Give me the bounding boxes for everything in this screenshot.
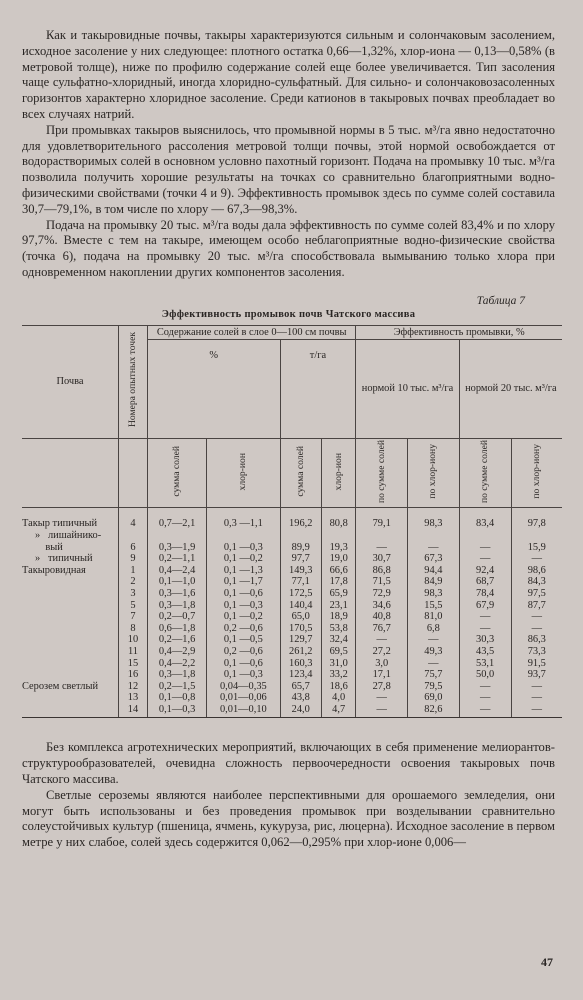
table-cell-n: 6: [119, 542, 148, 554]
header-content-group: Содержание солей в слое 0—100 см почвы: [148, 325, 356, 340]
table-row: [22, 508, 562, 530]
table-cell-e10s: 27,2: [356, 646, 408, 658]
table-row: [22, 611, 562, 623]
table-cell-e10c: 6,8: [408, 623, 460, 635]
table-cell-e10c: 15,5: [408, 600, 460, 612]
table-cell-sp: 0,1—0,8: [148, 692, 207, 704]
table-cell-ct: 53,8: [321, 623, 355, 635]
table-cell-e10s: 30,7: [356, 553, 408, 565]
table-cell-st: 149,3: [280, 565, 321, 577]
table-cell-st: 24,0: [280, 704, 321, 718]
table-cell-soil: [22, 634, 119, 646]
table-cell-e20s: —: [459, 542, 511, 554]
table-cell-soil: [22, 704, 119, 718]
table-cell-ct: 18,6: [321, 681, 355, 693]
table-cell-e10s: —: [356, 542, 408, 554]
table-cell-e20c: 91,5: [511, 658, 562, 670]
table-cell-ct: 31,0: [321, 658, 355, 670]
paragraph-agrotechnical: Без комплекса агротехнических мероприятий, включающих в себя применение мелиорантов-структурообразователей, очевидна сложность первоочередности освоения такыровых почв Чатского массива.: [22, 740, 555, 787]
table-cell-e10c: 94,4: [408, 565, 460, 577]
table-cell-sp: 0,3—1,9: [148, 542, 207, 554]
table-cell-ct: 33,2: [321, 669, 355, 681]
table-cell-soil: [22, 658, 119, 670]
table-cell-e10s: —: [356, 704, 408, 718]
table-cell-e10c: 49,3: [408, 646, 460, 658]
table-cell-e10c: 69,0: [408, 692, 460, 704]
table-cell-st: 97,7: [280, 553, 321, 565]
table-cell-n: 9: [119, 553, 148, 565]
table-row: [22, 681, 562, 693]
table-cell-e10s: 3,0: [356, 658, 408, 670]
table-cell-soil: Такыр типичный: [22, 518, 98, 530]
table-cell-sp: 0,7—2,1: [148, 508, 207, 530]
table-cell-e20c: 97,5: [511, 588, 562, 600]
table-cell-cp: 0,1 —0,6: [207, 658, 280, 670]
table-cell-cp: 0,1 —1,7: [207, 576, 280, 588]
table-row: [22, 576, 562, 588]
table-cell-sp: 0,3—1,8: [148, 600, 207, 612]
table-cell-cp: 0,2 —0,6: [207, 646, 280, 658]
table-cell-e10c: [408, 530, 460, 542]
table-row: [22, 658, 562, 670]
header-norm10-by-sum: по сумме солей: [356, 438, 408, 508]
table-cell-e10c: 98,3: [408, 588, 460, 600]
table-cell-ct: 17,8: [321, 576, 355, 588]
table-cell-n: 1: [119, 565, 148, 577]
table-cell-e10s: —: [356, 634, 408, 646]
table-cell-soil: » типичный: [22, 553, 93, 565]
table-cell-ct: 65,9: [321, 588, 355, 600]
table-row: [22, 530, 562, 542]
table-cell-cp: 0,2 —0,6: [207, 623, 280, 635]
table-cell-st: 170,5: [280, 623, 321, 635]
leaching-efficiency-table: [22, 325, 562, 719]
header-soil: Почва: [22, 325, 119, 438]
table-cell-soil: [22, 669, 119, 681]
table-cell-n: 5: [119, 600, 148, 612]
table-row: [22, 646, 562, 658]
table-cell-soil: [22, 623, 119, 635]
table-cell-e20s: —: [459, 611, 511, 623]
table-cell-ct: 18,9: [321, 611, 355, 623]
header-points: Номера опытных точек: [119, 325, 148, 438]
table-cell-cp: [207, 530, 280, 542]
table-cell-soil: вый: [22, 541, 63, 553]
table-cell-e10s: 72,9: [356, 588, 408, 600]
table-cell-soil: » лишайнико-: [22, 529, 102, 541]
table-cell-sp: 0,6—1,8: [148, 623, 207, 635]
table-cell-soil: Такыровидная: [22, 564, 86, 576]
table-cell-e10s: 40,8: [356, 611, 408, 623]
table-cell-e10s: [356, 530, 408, 542]
table-cell-e20c: —: [511, 704, 562, 718]
table-row: [22, 553, 562, 565]
table-cell-ct: 80,8: [321, 508, 355, 530]
table-cell-st: 160,3: [280, 658, 321, 670]
table-cell-st: [280, 530, 321, 542]
header-tha: т/га: [280, 340, 356, 438]
header-chlor-ion-tha: хлор-ион: [321, 438, 355, 508]
table-cell-sp: 0,3—1,6: [148, 588, 207, 600]
table-cell-e10s: 79,1: [356, 508, 408, 530]
table-cell-e10s: 76,7: [356, 623, 408, 635]
table-cell-ct: 4,7: [321, 704, 355, 718]
table-row: [22, 669, 562, 681]
table-cell-n: 7: [119, 611, 148, 623]
table-cell-sp: 0,1—1,0: [148, 576, 207, 588]
table-cell-sp: 0,2—1,6: [148, 634, 207, 646]
table-cell-e20s: —: [459, 623, 511, 635]
header-norm10: нормой 10 тыс. м³/га: [356, 340, 459, 438]
table-cell-n: 13: [119, 692, 148, 704]
table-row: [22, 634, 562, 646]
table-cell-e20c: 87,7: [511, 600, 562, 612]
table-cell-e10c: —: [408, 542, 460, 554]
header-efficiency-group: Эффективность промывки, %: [356, 325, 562, 340]
table-cell-e20s: 92,4: [459, 565, 511, 577]
table-cell-e20s: [459, 530, 511, 542]
table-cell-e10s: 86,8: [356, 565, 408, 577]
table-cell-e20s: —: [459, 681, 511, 693]
table-cell-e10c: 79,5: [408, 681, 460, 693]
table-cell-ct: 19,3: [321, 542, 355, 554]
table-row: [22, 704, 562, 718]
table-cell-sp: [148, 530, 207, 542]
table-body: [22, 508, 562, 718]
table-cell-n: 16: [119, 669, 148, 681]
table-cell-cp: 0,04—0,35: [207, 681, 280, 693]
table-cell-e10s: —: [356, 692, 408, 704]
table-cell-e20c: —: [511, 623, 562, 635]
table-title: Эффективность промывок почв Чатского массива: [161, 308, 416, 320]
table-cell-cp: 0,1 —1,3: [207, 565, 280, 577]
table-cell-e20c: 97,8: [511, 508, 562, 530]
table-cell-ct: 69,5: [321, 646, 355, 658]
table-cell-n: 2: [119, 576, 148, 588]
table-row: [22, 692, 562, 704]
table-caption: Таблица 7: [476, 294, 525, 307]
table-cell-e20c: 98,6: [511, 565, 562, 577]
table-cell-cp: 0,1 —0,2: [207, 553, 280, 565]
table-cell-sp: 0,4—2,2: [148, 658, 207, 670]
table-cell-e10s: 27,8: [356, 681, 408, 693]
table-cell-soil: [22, 692, 119, 704]
table-cell-st: 89,9: [280, 542, 321, 554]
table-row: [22, 600, 562, 612]
table-cell-e10c: 81,0: [408, 611, 460, 623]
table-cell-ct: 66,6: [321, 565, 355, 577]
table-cell-e10s: 71,5: [356, 576, 408, 588]
table-cell-e20c: 73,3: [511, 646, 562, 658]
table-cell-st: 196,2: [280, 508, 321, 530]
table-row: [22, 623, 562, 635]
table-cell-st: 140,4: [280, 600, 321, 612]
table-cell-e10c: 75,7: [408, 669, 460, 681]
table-cell-sp: 0,2—1,5: [148, 681, 207, 693]
table-cell-sp: 0,2—1,1: [148, 553, 207, 565]
header-sum-salts-tha: сумма солей: [280, 438, 321, 508]
table-cell-cp: 0,01—0,06: [207, 692, 280, 704]
table-cell-n: 15: [119, 658, 148, 670]
table-cell-st: 172,5: [280, 588, 321, 600]
table-cell-n: 8: [119, 623, 148, 635]
table-cell-n: 10: [119, 634, 148, 646]
table-cell-e20c: 93,7: [511, 669, 562, 681]
table-cell-e10s: 17,1: [356, 669, 408, 681]
table-cell-e20c: —: [511, 611, 562, 623]
table-cell-ct: 32,4: [321, 634, 355, 646]
table-cell-st: 261,2: [280, 646, 321, 658]
header-norm20: нормой 20 тыс. м³/га: [459, 340, 562, 438]
table-cell-sp: 0,3—1,8: [148, 669, 207, 681]
table-cell-e20c: 15,9: [511, 542, 562, 554]
table-cell-soil: [22, 588, 119, 600]
header-norm20-by-sum: по сумме солей: [459, 438, 511, 508]
table-cell-n: 4: [119, 508, 148, 530]
table-cell-e20s: 53,1: [459, 658, 511, 670]
header-sum-salts-percent: сумма солей: [148, 438, 207, 508]
paragraph-leaching-norms: При промывках такыров выяснилось, что промывной нормы в 5 тыс. м³/га явно недостаточно для удовлетворительного рассоления метровой толщи почвы, этой нормой освобождается от водорастворимых солей в основном условно пахотный горизонт. Подача на промывку 10 тыс. м³/га позволила получить хорошие результаты на точках со сравнительно благоприятными водно-физическими свойствами (точки 4 и 9). Эффективность промывок здесь по сумме солей составила 30,7—79,1%, в том числе по хлору — 67,3—98,3%.: [22, 122, 555, 216]
table-row: [22, 565, 562, 577]
table-cell-e20c: —: [511, 681, 562, 693]
paragraph-takyr-salinity: Как и такыровидные почвы, такыры характеризуются сильным и солончаковым засолением, исходное засоление у них следующее: плотного остатка 0,66—1,32%, хлор-иона — 0,13—0,58% (в метровой толще), ниже по профилю содержание солей еще более увеличивается. Тип засоления чаще сульфатно-хлоридный, иногда хлоридно-сульфатный. Для сильно- и солончаковозасоленных горизонтов характерно хлоридное засоление. Среди катионов в такыровых почвах преобладает во всех случаях натрий.: [22, 28, 555, 121]
page-number: 47: [541, 955, 553, 969]
table-cell-e20s: 83,4: [459, 508, 511, 530]
table-cell-e20c: 84,3: [511, 576, 562, 588]
table-cell-e10s: 34,6: [356, 600, 408, 612]
table-cell-ct: 19,0: [321, 553, 355, 565]
table-cell-e20s: 68,7: [459, 576, 511, 588]
table-cell-cp: 0,1 —0,2: [207, 611, 280, 623]
table-cell-e10c: —: [408, 658, 460, 670]
table-cell-st: 43,8: [280, 692, 321, 704]
table-cell-soil: [22, 600, 119, 612]
table-cell-st: 65,0: [280, 611, 321, 623]
table-cell-sp: 0,1—0,3: [148, 704, 207, 718]
table-cell-ct: [321, 530, 355, 542]
table-cell-n: 11: [119, 646, 148, 658]
table-cell-e10c: 84,9: [408, 576, 460, 588]
table-cell-soil: [22, 646, 119, 658]
table-cell-e20s: 43,5: [459, 646, 511, 658]
table-cell-e20c: 86,3: [511, 634, 562, 646]
table-cell-e10c: 82,6: [408, 704, 460, 718]
table-row: [22, 588, 562, 600]
table-cell-e20s: 30,3: [459, 634, 511, 646]
table-cell-e10c: —: [408, 634, 460, 646]
table-cell-e20c: —: [511, 692, 562, 704]
table-cell-st: 123,4: [280, 669, 321, 681]
table-cell-e20s: —: [459, 692, 511, 704]
table-cell-e10c: 67,3: [408, 553, 460, 565]
table-cell-soil: [22, 576, 119, 588]
table-cell-soil: [22, 611, 119, 623]
table-cell-ct: 23,1: [321, 600, 355, 612]
table-cell-cp: 0,1 —0,3: [207, 669, 280, 681]
paragraph-leaching-20k: Подача на промывку 20 тыс. м³/га воды дала эффективность по сумме солей 83,4% и по хлору 97,7%. Вместе с тем на такыре, имеющем особо неблагоприятные водно-физические свойства (точка 6), подача на промывку 20 тыс. м³/га способствовала вымыванию только хлора при одновременном накоплении других компонентов засоления.: [22, 217, 555, 279]
header-norm20-by-chlor: по хлор-иону: [511, 438, 562, 508]
table-cell-e20s: 67,9: [459, 600, 511, 612]
table-cell-ct: 4,0: [321, 692, 355, 704]
table-cell-st: 77,1: [280, 576, 321, 588]
table-cell-e20s: —: [459, 704, 511, 718]
paragraph-light-serozem: Светлые сероземы являются наиболее перспективными для орошаемого земледелия, они могут быть использованы и без проведения промывок при возделывании сравнительно солеустойчивых культур (пшеница, ячмень, кукуруза, рис, люцерна). Исходное засоление в первом метре у них слабое, солей здесь содержится 0,062—0,295% при хлор-ионе 0,006—: [22, 787, 555, 850]
table-cell-e20c: [511, 530, 562, 542]
table-cell-e20s: 50,0: [459, 669, 511, 681]
table-cell-st: 65,7: [280, 681, 321, 693]
table-cell-st: 129,7: [280, 634, 321, 646]
table-cell-e20s: —: [459, 553, 511, 565]
table-cell-sp: 0,4—2,9: [148, 646, 207, 658]
table-cell-n: 3: [119, 588, 148, 600]
table-cell-cp: 0,1 —0,3: [207, 600, 280, 612]
table-row: [22, 542, 562, 554]
table-cell-cp: 0,01—0,10: [207, 704, 280, 718]
table-cell-sp: 0,4—2,4: [148, 565, 207, 577]
table-cell-cp: 0,1 —0,6: [207, 588, 280, 600]
header-percent: %: [148, 340, 281, 438]
header-norm10-by-chlor: по хлор-иону: [408, 438, 460, 508]
table-cell-n: 14: [119, 704, 148, 718]
table-cell-cp: 0,3 —1,1: [207, 508, 280, 530]
table-cell-cp: 0,1 —0,3: [207, 542, 280, 554]
table-cell-e10c: 98,3: [408, 508, 460, 530]
table-cell-soil: Серозем светлый: [22, 680, 99, 692]
header-chlor-ion-percent: хлор-ион: [207, 438, 280, 508]
table-cell-sp: 0,2—0,7: [148, 611, 207, 623]
table-cell-n: [119, 530, 148, 542]
table-cell-e20c: —: [511, 553, 562, 565]
table-cell-n: 12: [119, 681, 148, 693]
table-cell-cp: 0,1 —0,5: [207, 634, 280, 646]
table-cell-e20s: 78,4: [459, 588, 511, 600]
